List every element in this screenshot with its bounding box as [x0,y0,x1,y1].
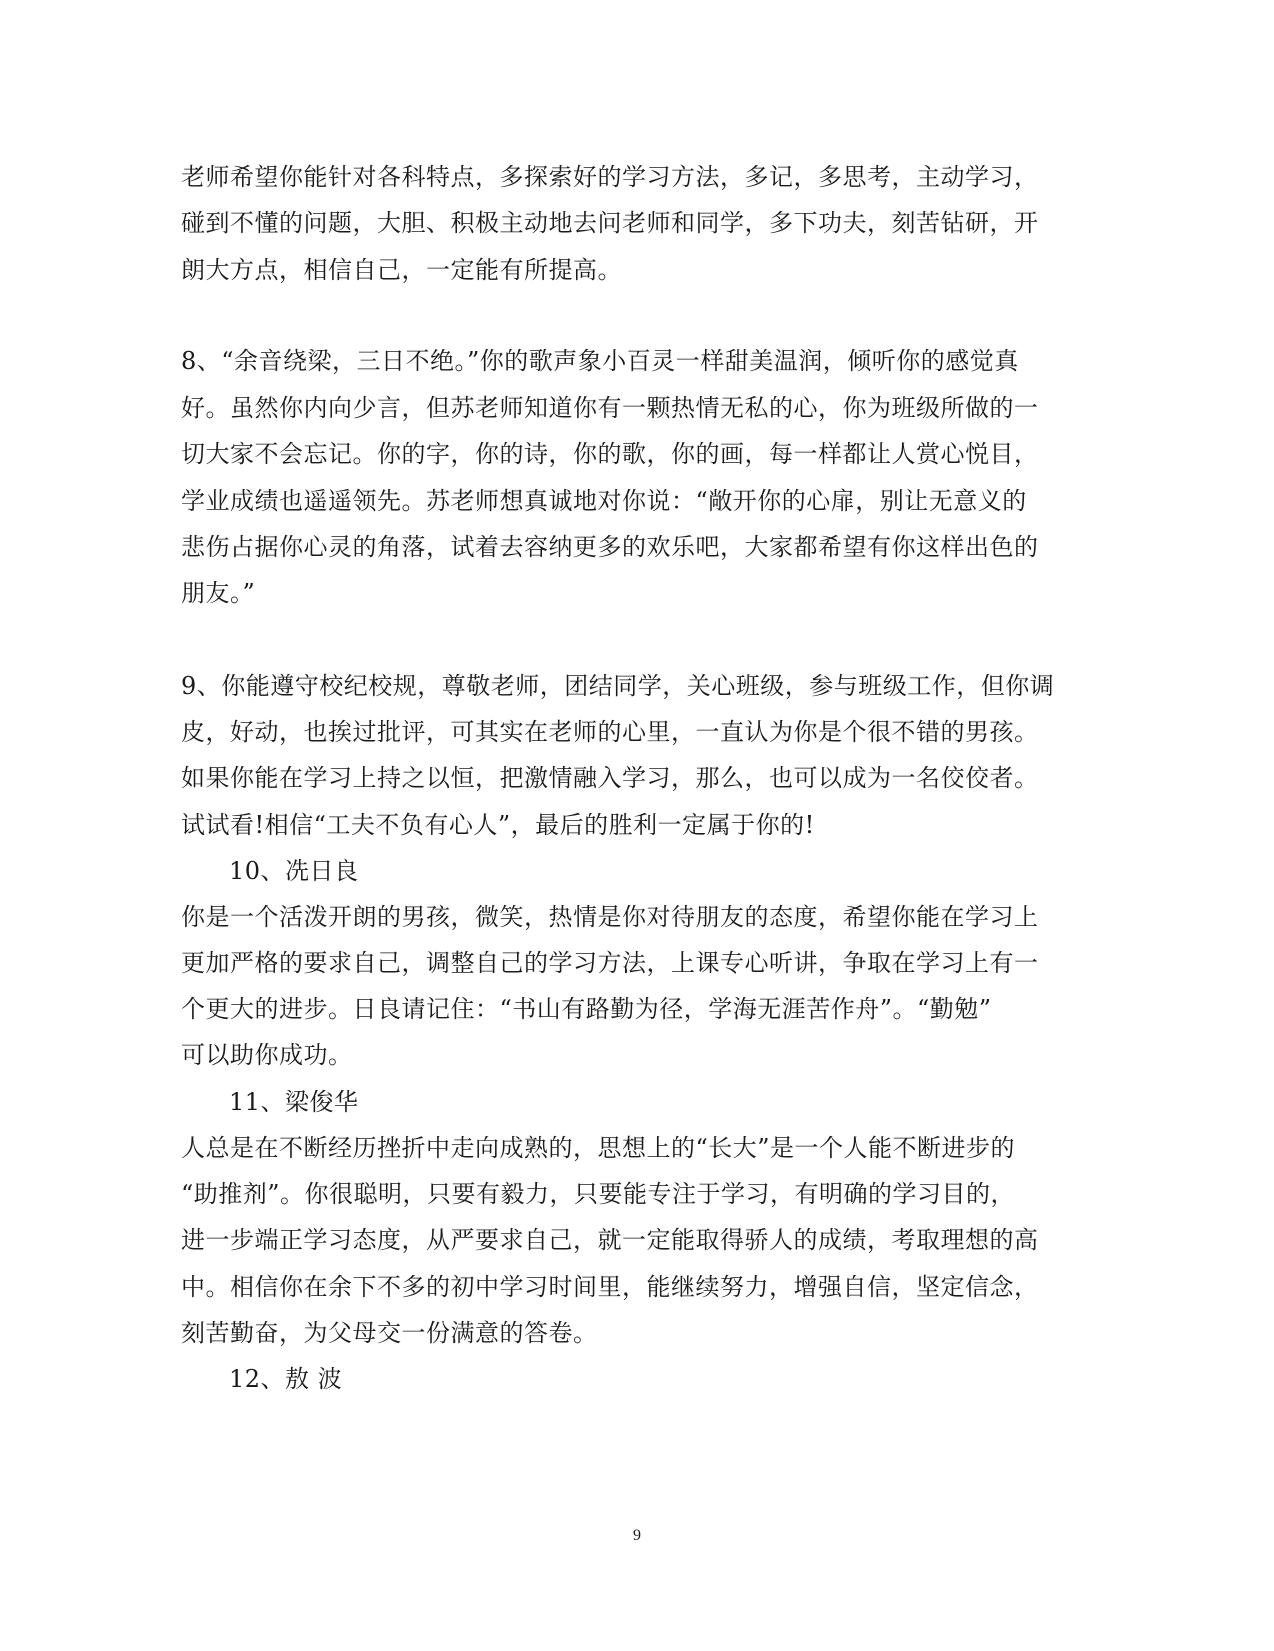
text-line: 个更大的进步。日良请记住：“书山有路勤为径，学海无涯苦作舟”。“勤勉” [181,995,992,1023]
text-line: 更加严格的要求自己，调整自己的学习方法，上课专心听讲，争取在学习上有一 [181,949,1039,977]
text-line: 学业成绩也遥遥领先。苏老师想真诚地对你说：“敞开你的心扉，别让无意义的 [181,487,1027,515]
text-line: 中。相信你在余下不多的初中学习时间里，能继续努力，增强自信，坚定信念， [181,1273,1039,1301]
text-line: 如果你能在学习上持之以恒，把激情融入学习，那么，也可以成为一名佼佼者。 [181,764,1039,792]
student-heading-11: 11、梁俊华 [229,1088,359,1116]
text-line: “助推剂”。你很聪明，只要有毅力，只要能专注于学习，有明确的学习目的， [181,1180,1016,1208]
paragraph-9-line: 9、你能遵守校纪校规，尊敬老师，团结同学，关心班级，参与班级工作，但你调 [181,672,1055,700]
text-line: 你是一个活泼开朗的男孩，微笑，热情是你对待朋友的态度，希望你能在学习上 [181,903,1039,931]
student-heading-10: 10、冼日良 [229,857,359,885]
student-heading-12: 12、敖 波 [229,1365,343,1393]
page-number: 9 [633,1527,641,1544]
text-line: 碰到不懂的问题，大胆、积极主动地去问老师和同学，多下功夫，刻苦钻研，开 [181,209,1039,237]
text-line: 人总是在不断经历挫折中走向成熟的，思想上的“长大”是一个人能不断进步的 [181,1134,1016,1162]
text-line: 皮，好动，也挨过批评，可其实在老师的心里，一直认为你是个很不错的男孩。 [181,718,1039,746]
text-line: 可以助你成功。 [181,1041,353,1069]
text-line: 试试看!相信“工夫不负有心人”，最后的胜利一定属于你的! [181,811,815,839]
text-line: 朋友。” [181,579,256,607]
text-line: 刻苦勤奋，为父母交一份满意的答卷。 [181,1319,598,1347]
text-line: 切大家不会忘记。你的字，你的诗，你的歌，你的画，每一样都让人赏心悦目， [181,440,1039,468]
text-line: 朗大方点，相信自己，一定能有所提高。 [181,256,622,284]
text-line: 悲伤占据你心灵的角落，试着去容纳更多的欢乐吧，大家都希望有你这样出色的 [181,533,1039,561]
paragraph-8-line: 8、“余音绕梁，三日不绝。”你的歌声象小百灵一样甜美温润，倾听你的感觉真 [181,347,1019,375]
text-line: 进一步端正学习态度，从严要求自己，就一定能取得骄人的成绩，考取理想的高 [181,1226,1039,1254]
text-line: 好。虽然你内向少言，但苏老师知道你有一颗热情无私的心，你为班级所做的一 [181,394,1039,422]
text-line: 老师希望你能针对各科特点，多探索好的学习方法，多记，多思考，主动学习， [181,163,1039,191]
